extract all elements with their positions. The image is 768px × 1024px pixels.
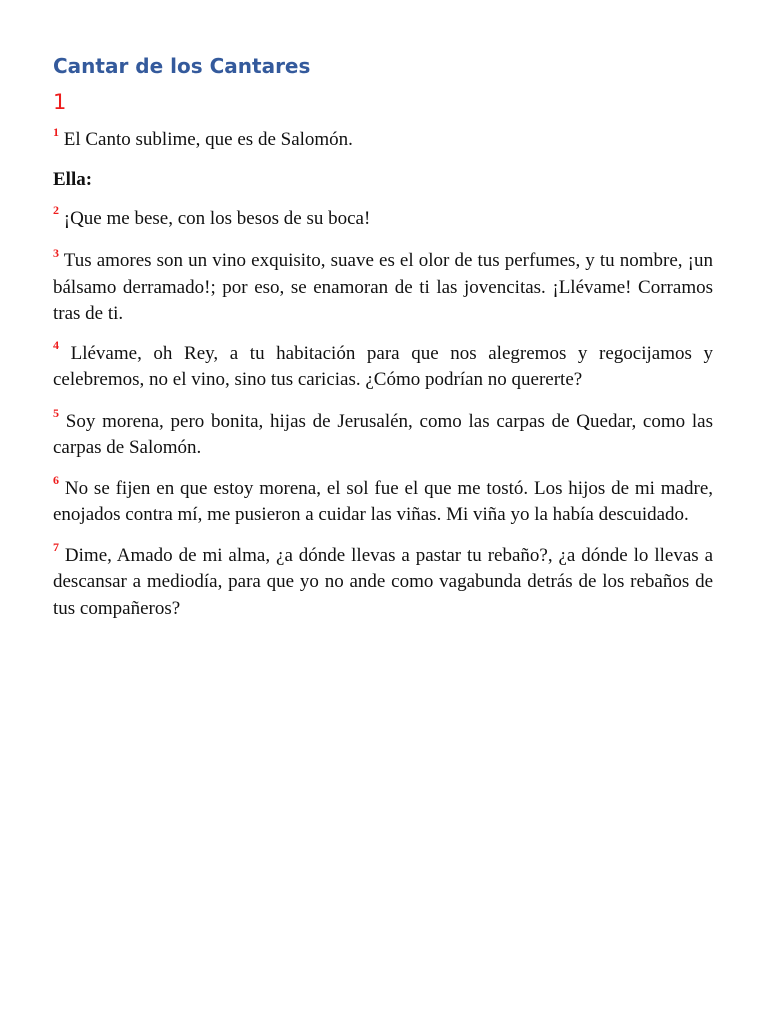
verse-text: Dime, Amado de mi alma, ¿a dónde llevas a pastar tu rebaño?, ¿a dónde lo llevas a descansar a mediodía, para que yo no ande como vagabunda detrás de los rebaños de tus compañeros? <box>53 544 713 619</box>
verse-number: 6 <box>53 473 59 488</box>
verse-number: 3 <box>53 245 59 260</box>
chapter-number: 1 <box>53 90 67 114</box>
verse-number: 2 <box>53 203 59 218</box>
verse-text: Llévame, oh Rey, a tu habitación para que nos alegremos y regocijamos y celebremos, no el vino, sino tus caricias. ¿Cómo podrían no quererte? <box>53 342 714 390</box>
verse-text: No se fijen en que estoy morena, el sol fue el que me tostó. Los hijos de mi madre, enojados contra mí, me pusieron a cuidar las viñas. Mi viña yo la había descuidado. <box>53 477 714 525</box>
verse-4 <box>53 338 714 394</box>
verse-number: 4 <box>53 338 59 353</box>
speaker-label: Ella: <box>53 168 93 190</box>
verse-2 <box>53 203 713 233</box>
verse-3 <box>53 245 713 328</box>
verse-number: 7 <box>53 540 59 555</box>
verse-1 <box>53 124 713 154</box>
verse-number: 1 <box>53 124 59 139</box>
verse-6 <box>53 473 714 529</box>
verse-5 <box>53 406 714 462</box>
verse-text: ¡Que me bese, con los besos de su boca! <box>63 207 371 229</box>
verse-text: Tus amores son un vino exquisito, suave es el olor de tus perfumes, y tu nombre, ¡un bálsamo derramado!; por eso, se enamoran de ti las jovencitas. ¡Llévame! Corramos tras de ti. <box>53 250 713 324</box>
document-page <box>53 53 713 622</box>
verse-7 <box>53 540 713 623</box>
book-title: Cantar de los Cantares <box>53 54 311 78</box>
verse-text: Soy morena, pero bonita, hijas de Jerusalén, como las carpas de Quedar, como las carpas de Salomón. <box>53 410 714 458</box>
verse-number: 5 <box>53 406 59 421</box>
verse-text: El Canto sublime, que es de Salomón. <box>63 129 353 150</box>
